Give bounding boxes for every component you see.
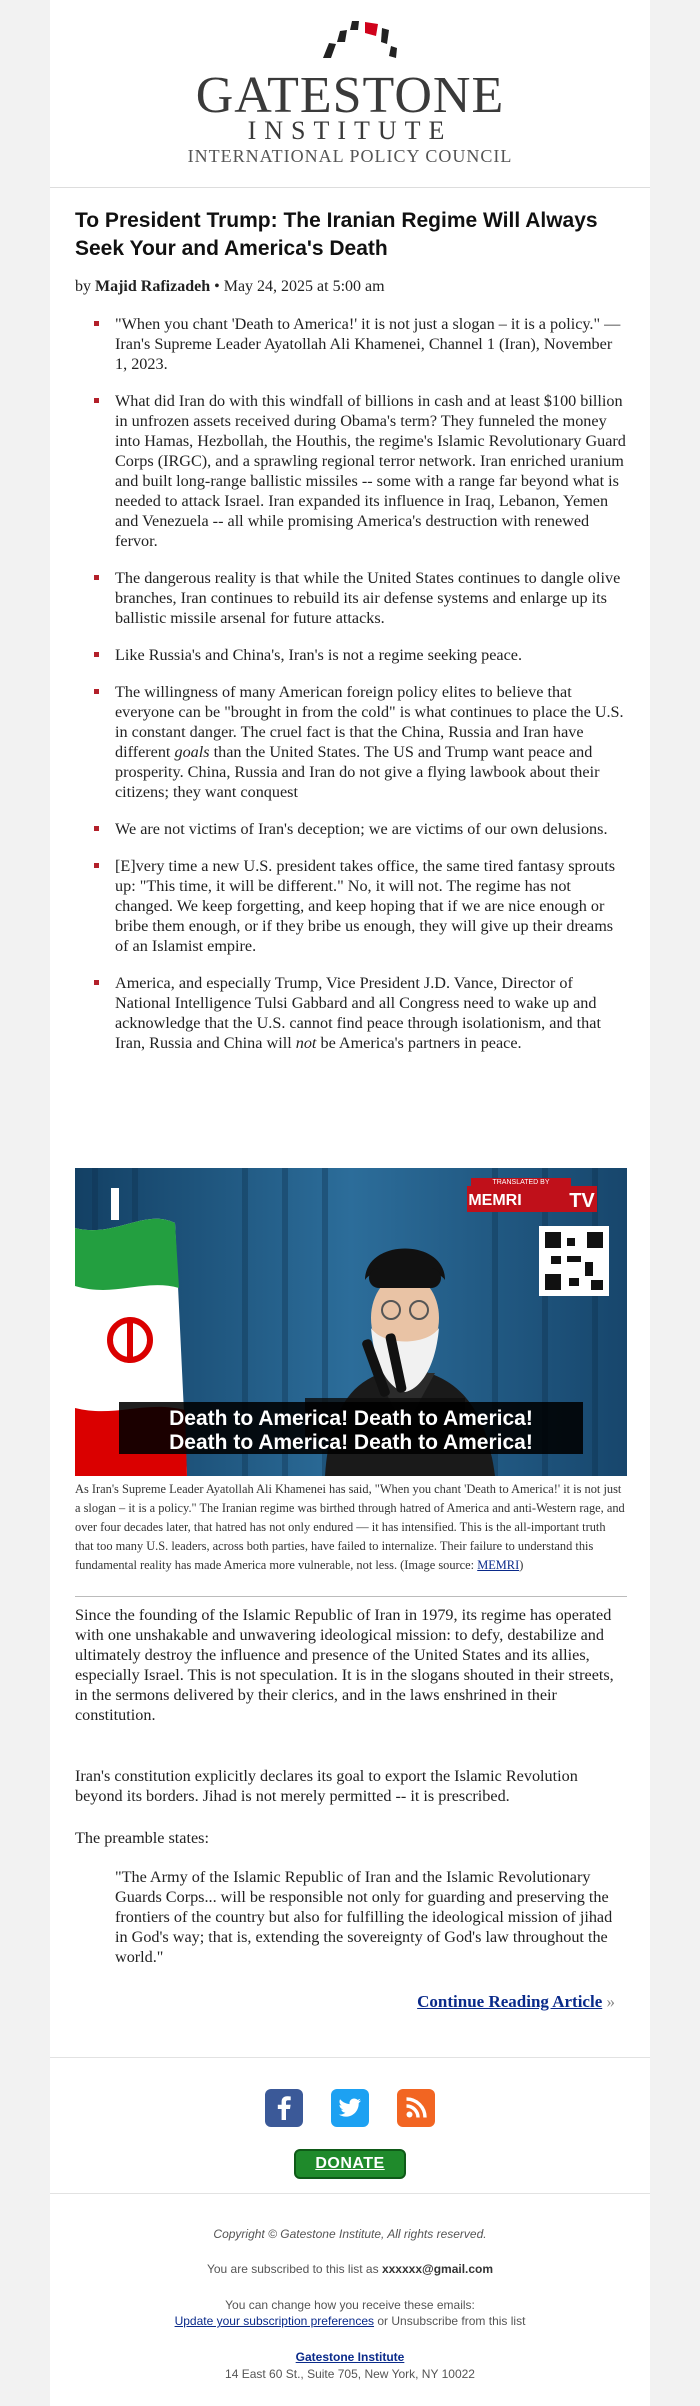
key-point xyxy=(75,682,627,802)
caption-source-link[interactable]: MEMRI xyxy=(477,1558,520,1572)
twitter-icon[interactable] xyxy=(331,2089,369,2127)
key-point-emphasis: not xyxy=(295,1034,317,1052)
double-chevron-icon: » xyxy=(606,1992,615,2011)
memri-badge-main: MEMRI xyxy=(468,1192,522,1209)
channel-watermark xyxy=(111,1188,119,1220)
author-name[interactable]: Majid Rafizadeh xyxy=(95,278,211,295)
key-point: Like Russia's and China's, Iran's is not a regime seeking peace. xyxy=(75,645,627,665)
key-points-list xyxy=(75,314,627,1070)
body-paragraph: Iran's constitution explicitly declares its goal to export the Islamic Revolution beyond its borders. Jihad is not merely permitted -- it is prescribed. xyxy=(75,1767,578,1805)
article-title[interactable]: To President Trump: The Iranian Regime Will Always Seek Your and America's Death xyxy=(75,209,598,260)
key-point: [E]very time a new U.S. president takes office, the same tired fantasy sprouts up: "This time, it will be different." No, it will not. The regime has not changed. We keep forgetting, and keep hoping that if we are nice enough or bribe them enough, or if they bribe us enough, they will give up their dreams of an Islamist empire. xyxy=(75,856,627,956)
key-point: What did Iran do with this windfall of billions in cash and at least $100 billion in unfrozen assets received during Obama's term? They funneled the money into Hamas, Hezbollah, the Houthis, the regime's Islamic Revolutionary Guard Corps (IRGC), and a sprawling regional terror network. Iran enriched uranium and built long-range ballistic missiles -- some with a range far beyond what is needed to attack Israel. Iran expanded its influence in Iraq, Lebanon, Yemen and Venezuela -- all while promising America's destruction with renewed fervor. xyxy=(75,391,627,551)
qr-code-icon xyxy=(539,1226,609,1296)
change-preferences-text: You can change how you receive these emails: xyxy=(225,2298,475,2312)
key-point: The dangerous reality is that while the United States continues to dangle olive branches, Iran continues to rebuild its air defense systems and enlarge up its ballistic missile arsenal for future attacks. xyxy=(75,568,627,628)
key-point-text: America, and especially Trump, Vice President J.D. Vance, Director of National Intelligence Tulsi Gabbard and all Congress need to wake up and acknowledge that the U.S. cannot find peace through isolationism, and that Iran, Russia and China will xyxy=(115,974,601,1052)
article-photo[interactable] xyxy=(75,1168,627,1476)
footer-divider xyxy=(50,2057,650,2058)
unsubscribe-link[interactable]: Unsubscribe from this list xyxy=(391,2314,526,2328)
organization-line xyxy=(50,2349,650,2365)
facebook-icon[interactable] xyxy=(265,2089,303,2127)
publish-date: May 24, 2025 at 5:00 am xyxy=(223,278,385,295)
subscription-line xyxy=(50,2261,650,2277)
continue-reading xyxy=(417,1991,615,2013)
constitution-quote: "The Army of the Islamic Republic of Iran and the Islamic Revolutionary Guards Corps... will be responsible not only for guarding and preserving the frontiers of the country but also for fulfilling the ideological mission of jihad in God's way; that is, extending the sovereignty of God's law throughout the world." xyxy=(115,1868,613,1966)
key-point-emphasis: goals xyxy=(174,743,210,761)
key-point-text: The willingness of many American foreign policy elites to believe that everyone can be "brought in from the cold" is what continues to place the U.S. in constant danger. The cruel fact is that the China, Russia and Iran have different xyxy=(115,683,624,761)
byline xyxy=(75,277,385,297)
subtitle-line: Death to America! Death to America! xyxy=(169,1431,533,1454)
logo-council: INTERNATIONAL POLICY COUNCIL xyxy=(187,146,513,166)
key-point-text: be America's partners in peace. xyxy=(316,1034,522,1052)
body-paragraph: The preamble states: xyxy=(75,1829,209,1847)
continue-reading-link[interactable]: Continue Reading Article xyxy=(417,1992,603,2011)
key-point: We are not victims of Iran's deception; we are victims of our own delusions. xyxy=(75,819,627,839)
key-point: "When you chant 'Death to America!' it is not just a slogan – it is a policy." — Iran's Supreme Leader Ayatollah Ali Khamenei, Channel 1 (Iran), November 1, 2023. xyxy=(75,314,627,374)
email-sheet xyxy=(50,0,650,2406)
divider xyxy=(75,1596,627,1597)
caption-end: ) xyxy=(519,1558,524,1572)
gatestone-logo-mark xyxy=(305,18,405,62)
logo-subtitle: INSTITUTE xyxy=(247,116,453,145)
photo-caption xyxy=(75,1480,627,1575)
footer-divider xyxy=(50,2193,650,2194)
subscribed-prefix: You are subscribed to this list as xyxy=(206,2262,379,2276)
rss-icon[interactable] xyxy=(397,2089,435,2127)
byline-separator: • xyxy=(214,278,220,295)
body-paragraph: Since the founding of the Islamic Republic of Iran in 1979, its regime has operated with one unshakable and unwavering ideological mission: to defy, destabilize and ultimately destroy the influence and presence of the United States and its allies, especially Israel. This is not speculation. It is in the slogans shouted in their streets, in the sermons delivered by their clerics, and in the laws enshrined in their constitution. xyxy=(75,1606,614,1724)
key-point xyxy=(75,973,627,1053)
organization-link[interactable]: Gatestone Institute xyxy=(295,2350,405,2364)
copyright-text: Copyright © Gatestone Institute, All rights reserved. xyxy=(213,2227,487,2241)
masthead xyxy=(50,0,650,188)
photo-illustration xyxy=(75,1168,627,1476)
subscriber-email: xxxxxx@gmail.com xyxy=(381,2262,494,2276)
subtitle-line: Death to America! Death to America! xyxy=(169,1407,533,1430)
byline-prefix: by xyxy=(75,278,91,295)
caption-text: As Iran's Supreme Leader Ayatollah Ali Khamenei has said, "When you chant 'Death to America!' it is not just a slogan – it is a policy." The Iranian regime was birthed through hatred of America and anti-Western rage, and over four decades later, that hatred has not only endured — it has intensified. This is the all-important truth that too many U.S. leaders, across both parties, have failed to internalize. Their failure to understand this fundamental reality has made America more vulnerable, not less. (Image source: xyxy=(75,1482,625,1572)
organization-address: 14 East 60 St., Suite 705, New York, NY 10022 xyxy=(225,2367,475,2381)
preferences-line xyxy=(50,2313,650,2329)
or-text: or xyxy=(377,2314,389,2328)
update-preferences-link[interactable]: Update your subscription preferences xyxy=(174,2314,375,2328)
donate-button[interactable]: DONATE xyxy=(294,2149,406,2179)
logo-wordmark: GATESTONE xyxy=(195,67,505,124)
memri-badge-tv: TV xyxy=(569,1190,595,1212)
memri-badge-top: TRANSLATED BY xyxy=(492,1179,550,1186)
key-point-text: than the United States. The US and Trump want peace and prosperity. China, Russia and Iran do not give a flying lawbook about their citizens; they want conquest xyxy=(115,743,600,801)
